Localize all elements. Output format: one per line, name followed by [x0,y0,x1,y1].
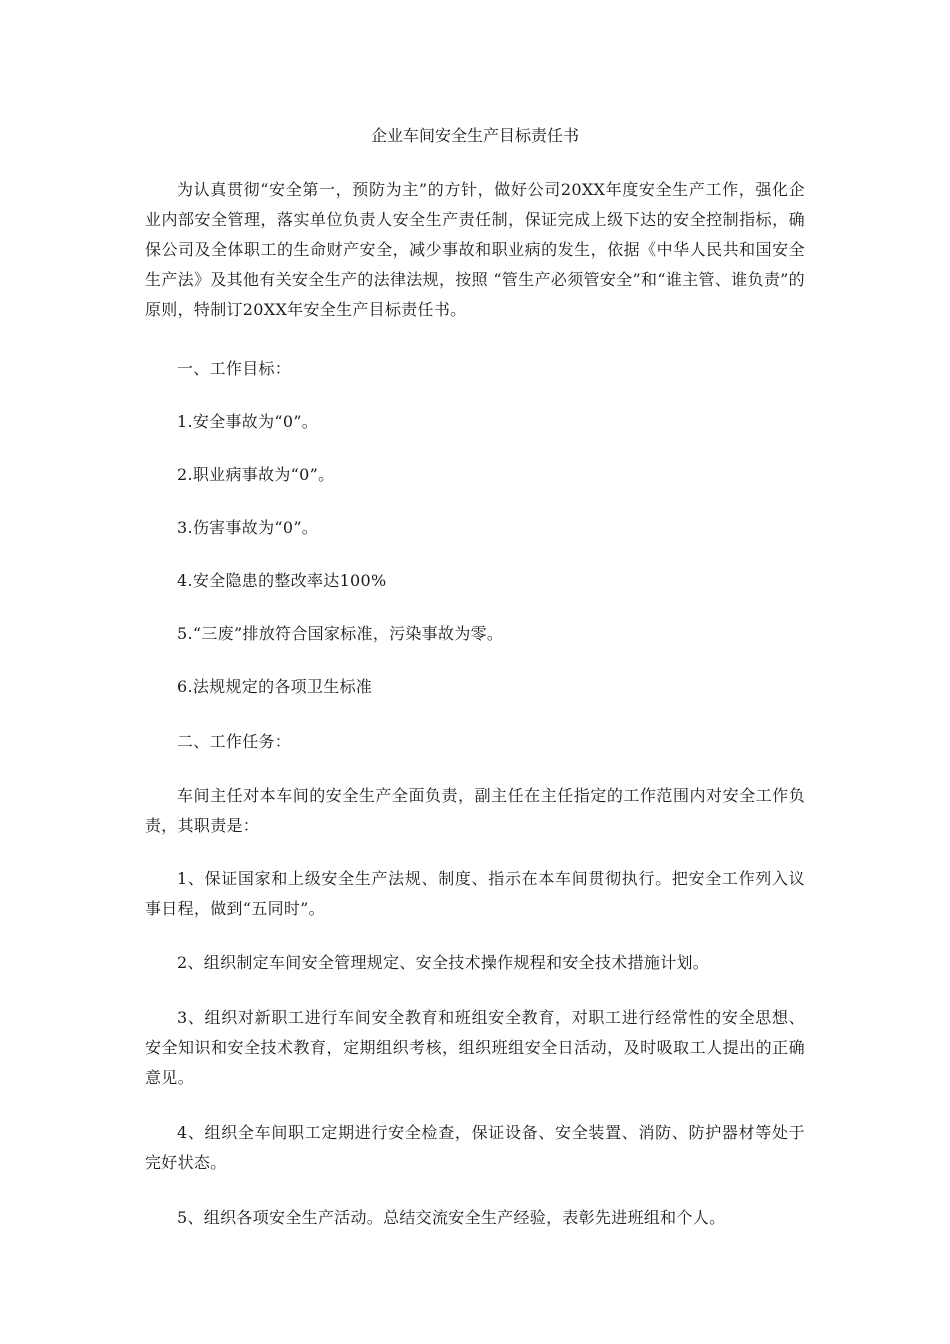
goal-item-1: 1.安全事故为“0”。 [177,412,319,431]
section-heading-goals: 一、工作目标： [177,359,292,378]
duty-item-4: 4、组织全车间职工定期进行安全检查，保证设备、安全装置、消防、防护器材等处于完好状态。 [145,1123,805,1172]
goal-item-5: 5.“三废”排放符合国家标准，污染事故为零。 [177,624,504,643]
duty-item-2: 2、组织制定车间安全管理规定、安全技术操作规程和安全技术措施计划。 [177,953,710,972]
duty-item-3: 3、组织对新职工进行车间安全教育和班组安全教育，对职工进行经常性的安全思想、安全知识和安全技术教育，定期组织考核，组织班组安全日活动，及时吸取工人提出的正确意见。 [145,1008,805,1087]
goal-item-4: 4.安全隐患的整改率达100% [177,571,387,590]
task-intro-paragraph: 车间主任对本车间的安全生产全面负责，副主任在主任指定的工作范围内对安全工作负责，其职责是： [145,786,805,835]
goal-item-2: 2.职业病事故为“0”。 [177,465,335,484]
document-title: 企业车间安全生产目标责任书 [370,126,579,145]
intro-paragraph: 为认真贯彻“安全第一，预防为主”的方针，做好公司20XX年度安全生产工作，强化企业内部安全管理，落实单位负责人安全生产责任制，保证完成上级下达的安全控制指标，确保公司及全体职工的生命财产安全，减少事故和职业病的发生，依据《中华人民共和国安全生产法》及其他有关安全生产的法律法规，按照 “管生产必须管安全”和“谁主管、谁负责”的原则，特制订20XX年安全生产目标责任书。 [145,180,805,319]
duty-item-1: 1、保证国家和上级安全生产法规、制度、指示在本车间贯彻执行。把安全工作列入议事日程，做到“五同时”。 [145,869,805,918]
goal-item-3: 3.伤害事故为“0”。 [177,518,319,537]
section-heading-tasks: 二、工作任务： [177,732,292,751]
duty-item-5: 5、组织各项安全生产活动。总结交流安全生产经验，表彰先进班组和个人。 [177,1208,726,1227]
goal-item-6: 6.法规规定的各项卫生标准 [177,677,373,696]
